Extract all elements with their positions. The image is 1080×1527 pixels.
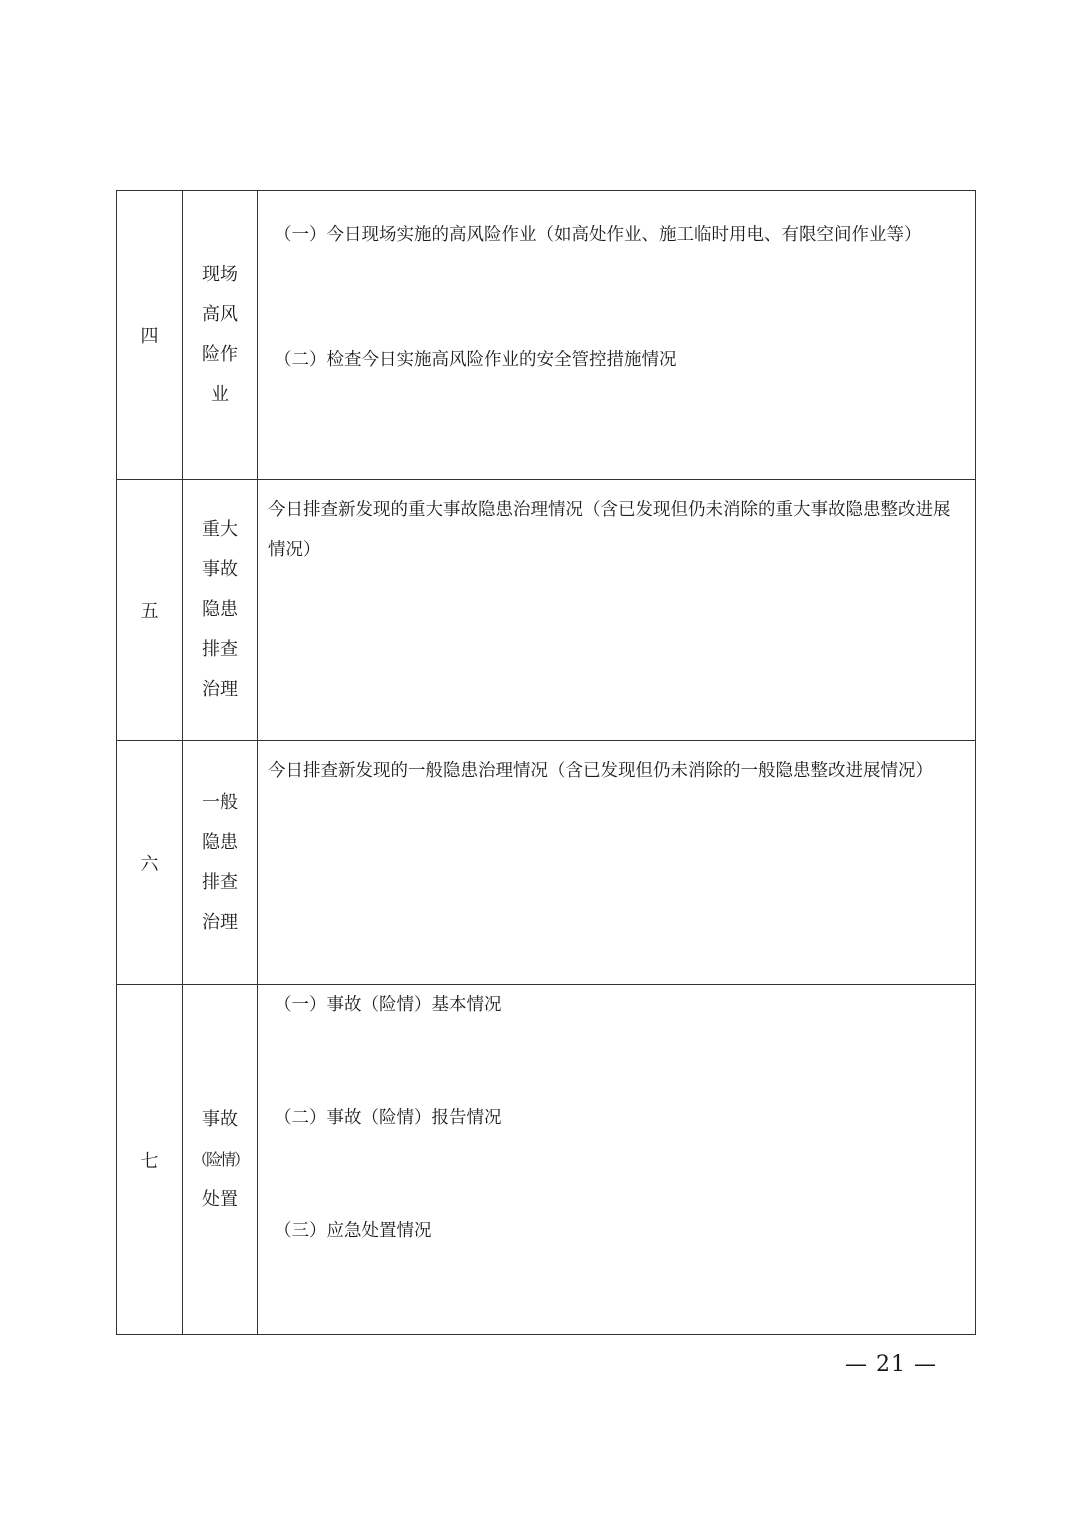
category-line: （险情） <box>191 1149 248 1169</box>
category-line: 隐患 <box>202 831 238 853</box>
category-line: 处置 <box>202 1188 238 1210</box>
row-number: 五 <box>117 480 183 741</box>
row-content <box>258 741 976 985</box>
content-text: 今日排查新发现的一般隐患治理情况（含已发现但仍未消除的一般隐患整改进展情况） <box>268 761 933 781</box>
report-form-table <box>116 190 976 1335</box>
category-line: 一般 <box>202 791 238 813</box>
table-row <box>117 741 976 985</box>
category-line: 现场 <box>202 264 238 285</box>
row-content <box>258 985 976 1335</box>
category-line: 高风 <box>202 304 238 325</box>
category-line: 隐患 <box>202 599 238 620</box>
page-number: — 21 — <box>845 1352 937 1377</box>
category-line: 排查 <box>202 871 238 893</box>
content-item: （二）事故（险情）报告情况 <box>274 1108 502 1128</box>
table-row <box>117 480 976 741</box>
category-line: 治理 <box>202 911 238 933</box>
category-line: 事故 <box>202 559 238 580</box>
row-category <box>183 985 258 1335</box>
content-text: 今日排查新发现的重大事故隐患治理情况（含已发现但仍未消除的重大事故隐患整改进展情况） <box>268 500 951 560</box>
content-item: （二）检查今日实施高风险作业的安全管控措施情况 <box>274 350 677 370</box>
row-content <box>258 480 976 741</box>
category-line: 治理 <box>202 679 238 700</box>
row-category <box>183 741 258 985</box>
category-line: 排查 <box>202 639 238 660</box>
table-row <box>117 191 976 480</box>
row-number: 四 <box>117 191 183 480</box>
table-row <box>117 985 976 1335</box>
row-category <box>183 191 258 480</box>
row-category <box>183 480 258 741</box>
category-line: 重大 <box>202 519 238 540</box>
content-item: （三）应急处置情况 <box>274 1221 432 1241</box>
category-line: 业 <box>211 384 229 405</box>
row-number: 七 <box>117 985 183 1335</box>
content-item: （一）事故（险情）基本情况 <box>274 995 502 1015</box>
content-item: （一）今日现场实施的高风险作业（如高处作业、施工临时用电、有限空间作业等） <box>274 225 922 245</box>
row-content <box>258 191 976 480</box>
category-line: 事故 <box>202 1108 238 1130</box>
row-number: 六 <box>117 741 183 985</box>
category-line: 险作 <box>202 344 238 365</box>
